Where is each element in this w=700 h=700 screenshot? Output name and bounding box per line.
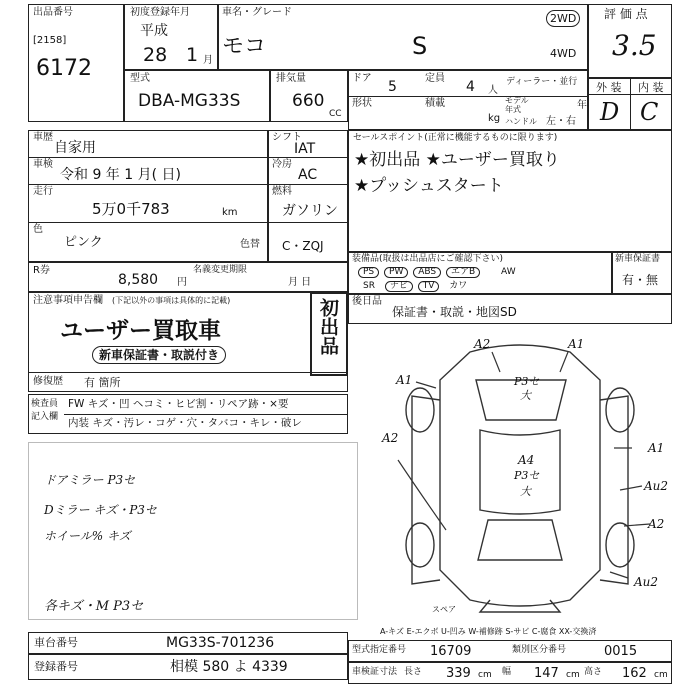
inspection-label: 車検 bbox=[33, 159, 53, 170]
diagram-label-large-hood: 大 bbox=[520, 389, 531, 402]
history-label: 車歴 bbox=[33, 132, 53, 143]
drive-2wd: 2WD bbox=[546, 10, 580, 27]
car-label: 車名・グレード bbox=[222, 7, 292, 18]
ext-label: 外 装 bbox=[596, 81, 622, 94]
car-name: モコ bbox=[222, 34, 267, 59]
mileage-value: 5万0千783 bbox=[92, 200, 170, 218]
equip-tv: TV bbox=[418, 281, 440, 292]
notes-label: 注意事項申告欄 bbox=[33, 295, 103, 306]
seats-label: 定員 bbox=[425, 73, 445, 84]
inspector-row1: FW キズ・凹 ヘコミ・ヒビ割・リペア跡・×要 bbox=[68, 398, 289, 410]
lot-label: 出品番号 bbox=[33, 7, 73, 18]
equipment-row2 bbox=[358, 281, 474, 292]
color-label: 色 bbox=[33, 224, 43, 235]
equip-navi: ナビ bbox=[385, 281, 413, 292]
diagram-label-a2-right: A2 bbox=[648, 517, 665, 531]
diagram-label-large-roof: 大 bbox=[520, 485, 531, 498]
doors-label: ドア bbox=[352, 73, 372, 84]
type-value: 16709 bbox=[430, 644, 472, 659]
diagram-label-a4: A4 bbox=[518, 453, 535, 467]
shift-label: シフト bbox=[272, 132, 302, 143]
diagram-label-a1-top: A1 bbox=[568, 337, 585, 351]
inspector-label: 検査員 記入欄 bbox=[31, 399, 59, 422]
height-value: 162 bbox=[622, 666, 647, 681]
damage-legend: A-キズ E-エクボ U-凹み W-補修跡 S-サビ C-腐食 XX-交換済 bbox=[380, 627, 597, 636]
diagram-label-a1-right1: A1 bbox=[648, 441, 665, 455]
disp-value: 660 bbox=[292, 91, 325, 111]
car-grade: S bbox=[412, 32, 428, 60]
handwritten-line4: 各キズ・M P3セ bbox=[44, 599, 144, 614]
chassis-label: 車台番号 bbox=[34, 636, 78, 649]
model-label: 型式 bbox=[130, 73, 150, 84]
equip-abs: ABS bbox=[413, 267, 441, 278]
length-unit: cm bbox=[478, 670, 492, 680]
name-change-label: 名義変更期限 bbox=[193, 265, 248, 275]
warranty-label: 新車保証書 bbox=[615, 254, 661, 264]
reg-year: 28 bbox=[143, 44, 168, 66]
drive-4wd: 4WD bbox=[550, 47, 577, 60]
reg-no-value: 相模 580 よ 4339 bbox=[170, 659, 288, 675]
width-unit: cm bbox=[566, 670, 580, 680]
length-label: 長さ bbox=[404, 667, 423, 677]
diagram-label-au2-right2: Au2 bbox=[644, 479, 669, 493]
equip-ps: PS bbox=[358, 267, 379, 278]
width-label: 幅 bbox=[502, 667, 512, 677]
sales-line1: ★初出品 ★ユーザー買取り bbox=[354, 150, 560, 170]
notes-sub: (下記以外の事項は具体的に記載) bbox=[112, 296, 231, 305]
name-change-date: 月 日 bbox=[288, 277, 312, 288]
km-unit: km bbox=[222, 207, 238, 218]
lot-number: 6172 bbox=[36, 56, 92, 81]
handwritten-line3: ホイール% キズ bbox=[44, 529, 131, 543]
length-value: 339 bbox=[446, 666, 471, 681]
type-label: 型式指定番号 bbox=[352, 645, 407, 655]
ac-label: 冷房 bbox=[272, 159, 292, 170]
handle-label: ハンドル bbox=[505, 117, 537, 126]
month-unit: 月 bbox=[203, 55, 213, 66]
diagram-label-au2-right: Au2 bbox=[634, 575, 659, 589]
equipment-row1 bbox=[358, 267, 516, 278]
model-value: DBA-MG33S bbox=[138, 91, 241, 111]
handle-value: 左・右 bbox=[546, 116, 576, 127]
recycle-value: 8,580 bbox=[118, 272, 159, 288]
diagram-label-a2-left: A2 bbox=[382, 431, 399, 445]
height-label: 高さ bbox=[584, 667, 603, 677]
equip-leather: カワ bbox=[449, 281, 468, 291]
era: 平成 bbox=[140, 23, 168, 39]
doors-value: 5 bbox=[388, 79, 397, 95]
seats-value: 4 bbox=[466, 79, 475, 95]
cat-value: 0015 bbox=[604, 644, 638, 659]
colorcode-label: 色替 bbox=[240, 239, 260, 250]
score-value: 3.5 bbox=[612, 29, 657, 62]
handwritten-line2: Dミラー キズ・P3セ bbox=[44, 503, 157, 517]
docs-value: 保証書・取説・地図SD bbox=[392, 305, 517, 319]
person-unit: 人 bbox=[488, 85, 498, 96]
diagram-label-p3-roof: P3セ bbox=[514, 469, 540, 482]
recycle-label: R券 bbox=[33, 265, 50, 276]
dim-label: 車検証寸法 bbox=[352, 667, 398, 677]
reg-no-label: 登録番号 bbox=[34, 660, 78, 673]
chassis-value: MG33S-701236 bbox=[166, 635, 275, 651]
year-unit: 年 bbox=[577, 100, 587, 111]
yen-unit: 円 bbox=[177, 277, 187, 288]
handwritten-line1: ドアミラー P3セ bbox=[44, 473, 136, 487]
equip-pw: PW bbox=[384, 267, 408, 278]
colorcode-value: C・ZQJ bbox=[282, 239, 324, 253]
fuel-value: ガソリン bbox=[282, 203, 338, 219]
equipment-label: 装備品(取扱は出品店にご確認下さい) bbox=[352, 254, 504, 264]
repair-label: 修復歴 bbox=[33, 376, 63, 387]
docs-label: 後日品 bbox=[352, 296, 382, 307]
repair-value: 有 箇所 bbox=[84, 376, 121, 389]
load-label: 積載 bbox=[425, 98, 445, 109]
diagram-label-a1-left: A1 bbox=[396, 373, 413, 387]
int-grade: C bbox=[640, 98, 659, 126]
reg-label: 初度登録年月 bbox=[130, 7, 190, 18]
spare-label: スペア bbox=[432, 605, 456, 614]
int-label: 内 装 bbox=[638, 81, 664, 94]
shape-label: 形状 bbox=[352, 98, 372, 109]
history-value: 自家用 bbox=[54, 140, 96, 156]
score-label: 評 価 点 bbox=[604, 7, 648, 21]
lot-sub: [2158] bbox=[33, 35, 67, 46]
sales-line2: ★プッシュスタート bbox=[354, 176, 504, 196]
ac-value: AC bbox=[298, 167, 318, 183]
color-value: ピンク bbox=[64, 235, 103, 250]
warranty-value: 有・無 bbox=[622, 273, 659, 287]
fuel-label: 燃料 bbox=[272, 186, 292, 197]
sales-label: セールスポイント(正常に機能するものに限ります) bbox=[353, 133, 558, 143]
diagram-label-p3-hood: P3セ bbox=[514, 375, 540, 388]
shift-value: IAT bbox=[294, 141, 316, 157]
equip-airbag: エアB bbox=[446, 267, 480, 278]
dealer: ディーラー・並行 bbox=[506, 77, 578, 87]
diagram-label-a2-top: A2 bbox=[474, 337, 491, 351]
first-listing: 初出品 bbox=[317, 298, 339, 355]
notes-main: ユーザー買取車 bbox=[60, 318, 221, 344]
notes-badge: 新車保証書・取説付き bbox=[92, 346, 226, 364]
equip-sr: SR bbox=[363, 281, 375, 291]
cat-label: 類別区分番号 bbox=[512, 645, 567, 655]
kg-unit: kg bbox=[488, 113, 501, 124]
width-value: 147 bbox=[534, 666, 559, 681]
model-year-label: モデル 年式 bbox=[505, 96, 529, 114]
height-unit: cm bbox=[654, 670, 668, 680]
inspector-row2: 内装 キズ・汚レ・コゲ・穴・タバコ・キレ・破レ bbox=[68, 417, 302, 429]
mileage-label: 走行 bbox=[33, 186, 53, 197]
reg-month: 1 bbox=[186, 44, 199, 66]
equip-aw: AW bbox=[501, 267, 516, 277]
cc-unit: CC bbox=[329, 109, 342, 119]
inspection-value: 令和 9 年 1 月( 日) bbox=[60, 167, 181, 183]
disp-label: 排気量 bbox=[276, 73, 306, 84]
ext-grade: D bbox=[600, 98, 620, 126]
